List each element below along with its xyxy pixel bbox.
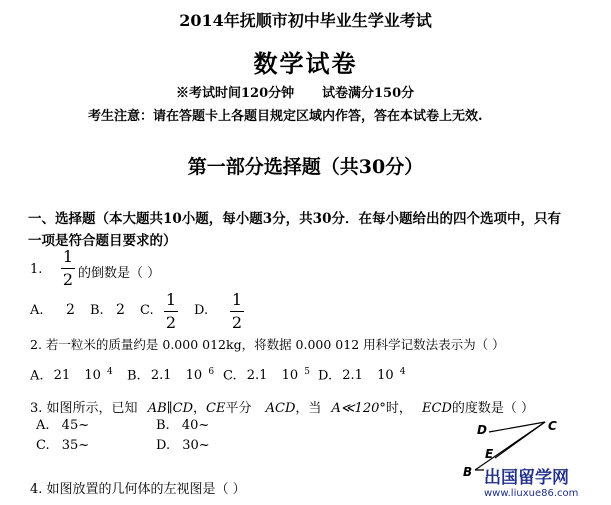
q1-fraction-denominator: 2 <box>62 270 74 289</box>
exam-notice: 考生注意：请在答题卡上各题目规定区域内作答，答在本试卷上无效. <box>88 109 483 124</box>
q1-option-c-label: C. <box>140 303 154 318</box>
q1-option-a-value: 2 <box>66 302 75 318</box>
q1-number: 1. <box>30 262 43 277</box>
q3-option-b-value: 40~ <box>181 418 210 433</box>
fraction-bar <box>230 311 244 312</box>
q1-fraction-numerator: 1 <box>62 247 74 266</box>
q3-stem-part-2: 平分 <box>225 401 252 416</box>
q2-option-c <box>223 367 310 383</box>
q3-stem-part-1: 3. 如图所示，已知 <box>30 401 138 416</box>
q2-option-d-exponent: 4 <box>399 367 406 377</box>
score-info: 试卷满分150分 <box>322 86 415 101</box>
q1-stem: 的倒数是（ ） <box>78 266 161 281</box>
q3-stem-part-4: 时， <box>385 401 412 416</box>
q2-option-b <box>127 367 214 383</box>
q1-option-d-fraction <box>230 291 244 332</box>
q2-option-b-power: 10 <box>185 368 203 384</box>
q2-option-a-base: 21 <box>53 368 71 384</box>
q3-option-b <box>156 418 209 433</box>
q2-option-b-base: 2.1 <box>150 368 172 384</box>
watermark-brand: 出国留学网 <box>484 468 569 488</box>
q1-option-a-label: A. <box>30 303 44 318</box>
instruction-line-1: 一、选择题（本大题共10小题，每小题3分，共30分．在每小题给出的四个选项中，只有 <box>28 211 561 227</box>
q1-fraction <box>61 248 75 289</box>
q3-expr-ecd: ECD <box>422 401 452 416</box>
q2-option-d-power: 10 <box>377 368 394 384</box>
q2-stem: 2. 若一粒米的质量约是 0.000 012kg，将数据 0.000 012 用科学记数法表示为（ ） <box>30 337 505 352</box>
q3-stem-part-5: 的度数是（ ） <box>451 401 535 416</box>
q3-option-d-value: 30~ <box>182 438 210 453</box>
q3-option-b-label: B. <box>156 418 170 433</box>
watermark-url: www.liuxue86.com <box>484 488 579 499</box>
q3-expr-angle-a: A≪120° <box>331 401 386 416</box>
q3-option-c-label: C. <box>36 438 50 453</box>
q2-option-a-exponent: 4 <box>107 367 113 377</box>
q3-option-a-value: 45~ <box>61 418 90 433</box>
q3-option-a <box>36 418 89 433</box>
q2-option-c-exponent: 5 <box>304 367 311 377</box>
q1-option-d-denominator: 2 <box>231 313 243 332</box>
fraction-bar <box>61 268 75 269</box>
q3-option-d-label: D. <box>156 438 171 453</box>
q2-option-b-exponent: 6 <box>208 367 215 377</box>
q3-option-d <box>156 438 210 453</box>
instruction-line-2: 一项是符合题目要求的） <box>28 233 177 249</box>
q2-option-d <box>318 367 405 383</box>
q1-option-d-label: D. <box>194 303 209 318</box>
section-title: 第一部分选择题（共30分） <box>187 156 424 178</box>
q3-expr-acd: ACD <box>265 401 296 416</box>
q2-option-a-power: 10 <box>84 368 101 384</box>
exam-title: 2014年抚顺市初中毕业生学业考试 <box>179 11 432 30</box>
watermark <box>484 468 606 502</box>
q3-option-c <box>36 438 89 453</box>
q1-option-c-denominator: 2 <box>165 313 177 332</box>
q4-stem: 4. 如图放置的几何体的左视图是（ ） <box>30 482 246 497</box>
figure-label-b: B <box>463 465 473 479</box>
q2-option-d-base: 2.1 <box>342 368 363 384</box>
q3-expr-ce: CE <box>206 401 226 416</box>
fraction-bar <box>164 311 178 312</box>
q2-option-b-label: B. <box>127 368 141 384</box>
q1-option-c-numerator: 1 <box>165 290 177 309</box>
q3-stem-part-3: ，当 <box>295 401 322 416</box>
q2-option-c-power: 10 <box>281 368 299 384</box>
figure-label-d: D <box>477 423 487 437</box>
time-info: ※考试时间120分钟 <box>176 86 295 101</box>
q1-option-c-fraction <box>164 291 178 332</box>
q2-option-c-label: C. <box>223 368 237 384</box>
q3-comma: ， <box>193 401 207 416</box>
figure-label-e: E <box>485 447 494 461</box>
q1-option-d-numerator: 1 <box>231 290 243 309</box>
q2-option-c-base: 2.1 <box>246 368 268 384</box>
q3-option-a-label: A. <box>36 418 50 433</box>
figure-label-c: C <box>548 419 557 433</box>
q3-option-c-value: 35~ <box>61 438 90 453</box>
q1-option-b-value: 2 <box>116 302 125 318</box>
q3-expr-ab-parallel-cd: AB∥CD <box>147 401 194 416</box>
q2-option-a <box>30 367 113 383</box>
q2-option-d-label: D. <box>318 368 333 384</box>
q1-option-b-label: B. <box>90 303 104 318</box>
paper-title: 数学试卷 <box>253 49 358 78</box>
q2-option-a-label: A. <box>30 368 44 384</box>
segment-dc <box>489 422 545 432</box>
